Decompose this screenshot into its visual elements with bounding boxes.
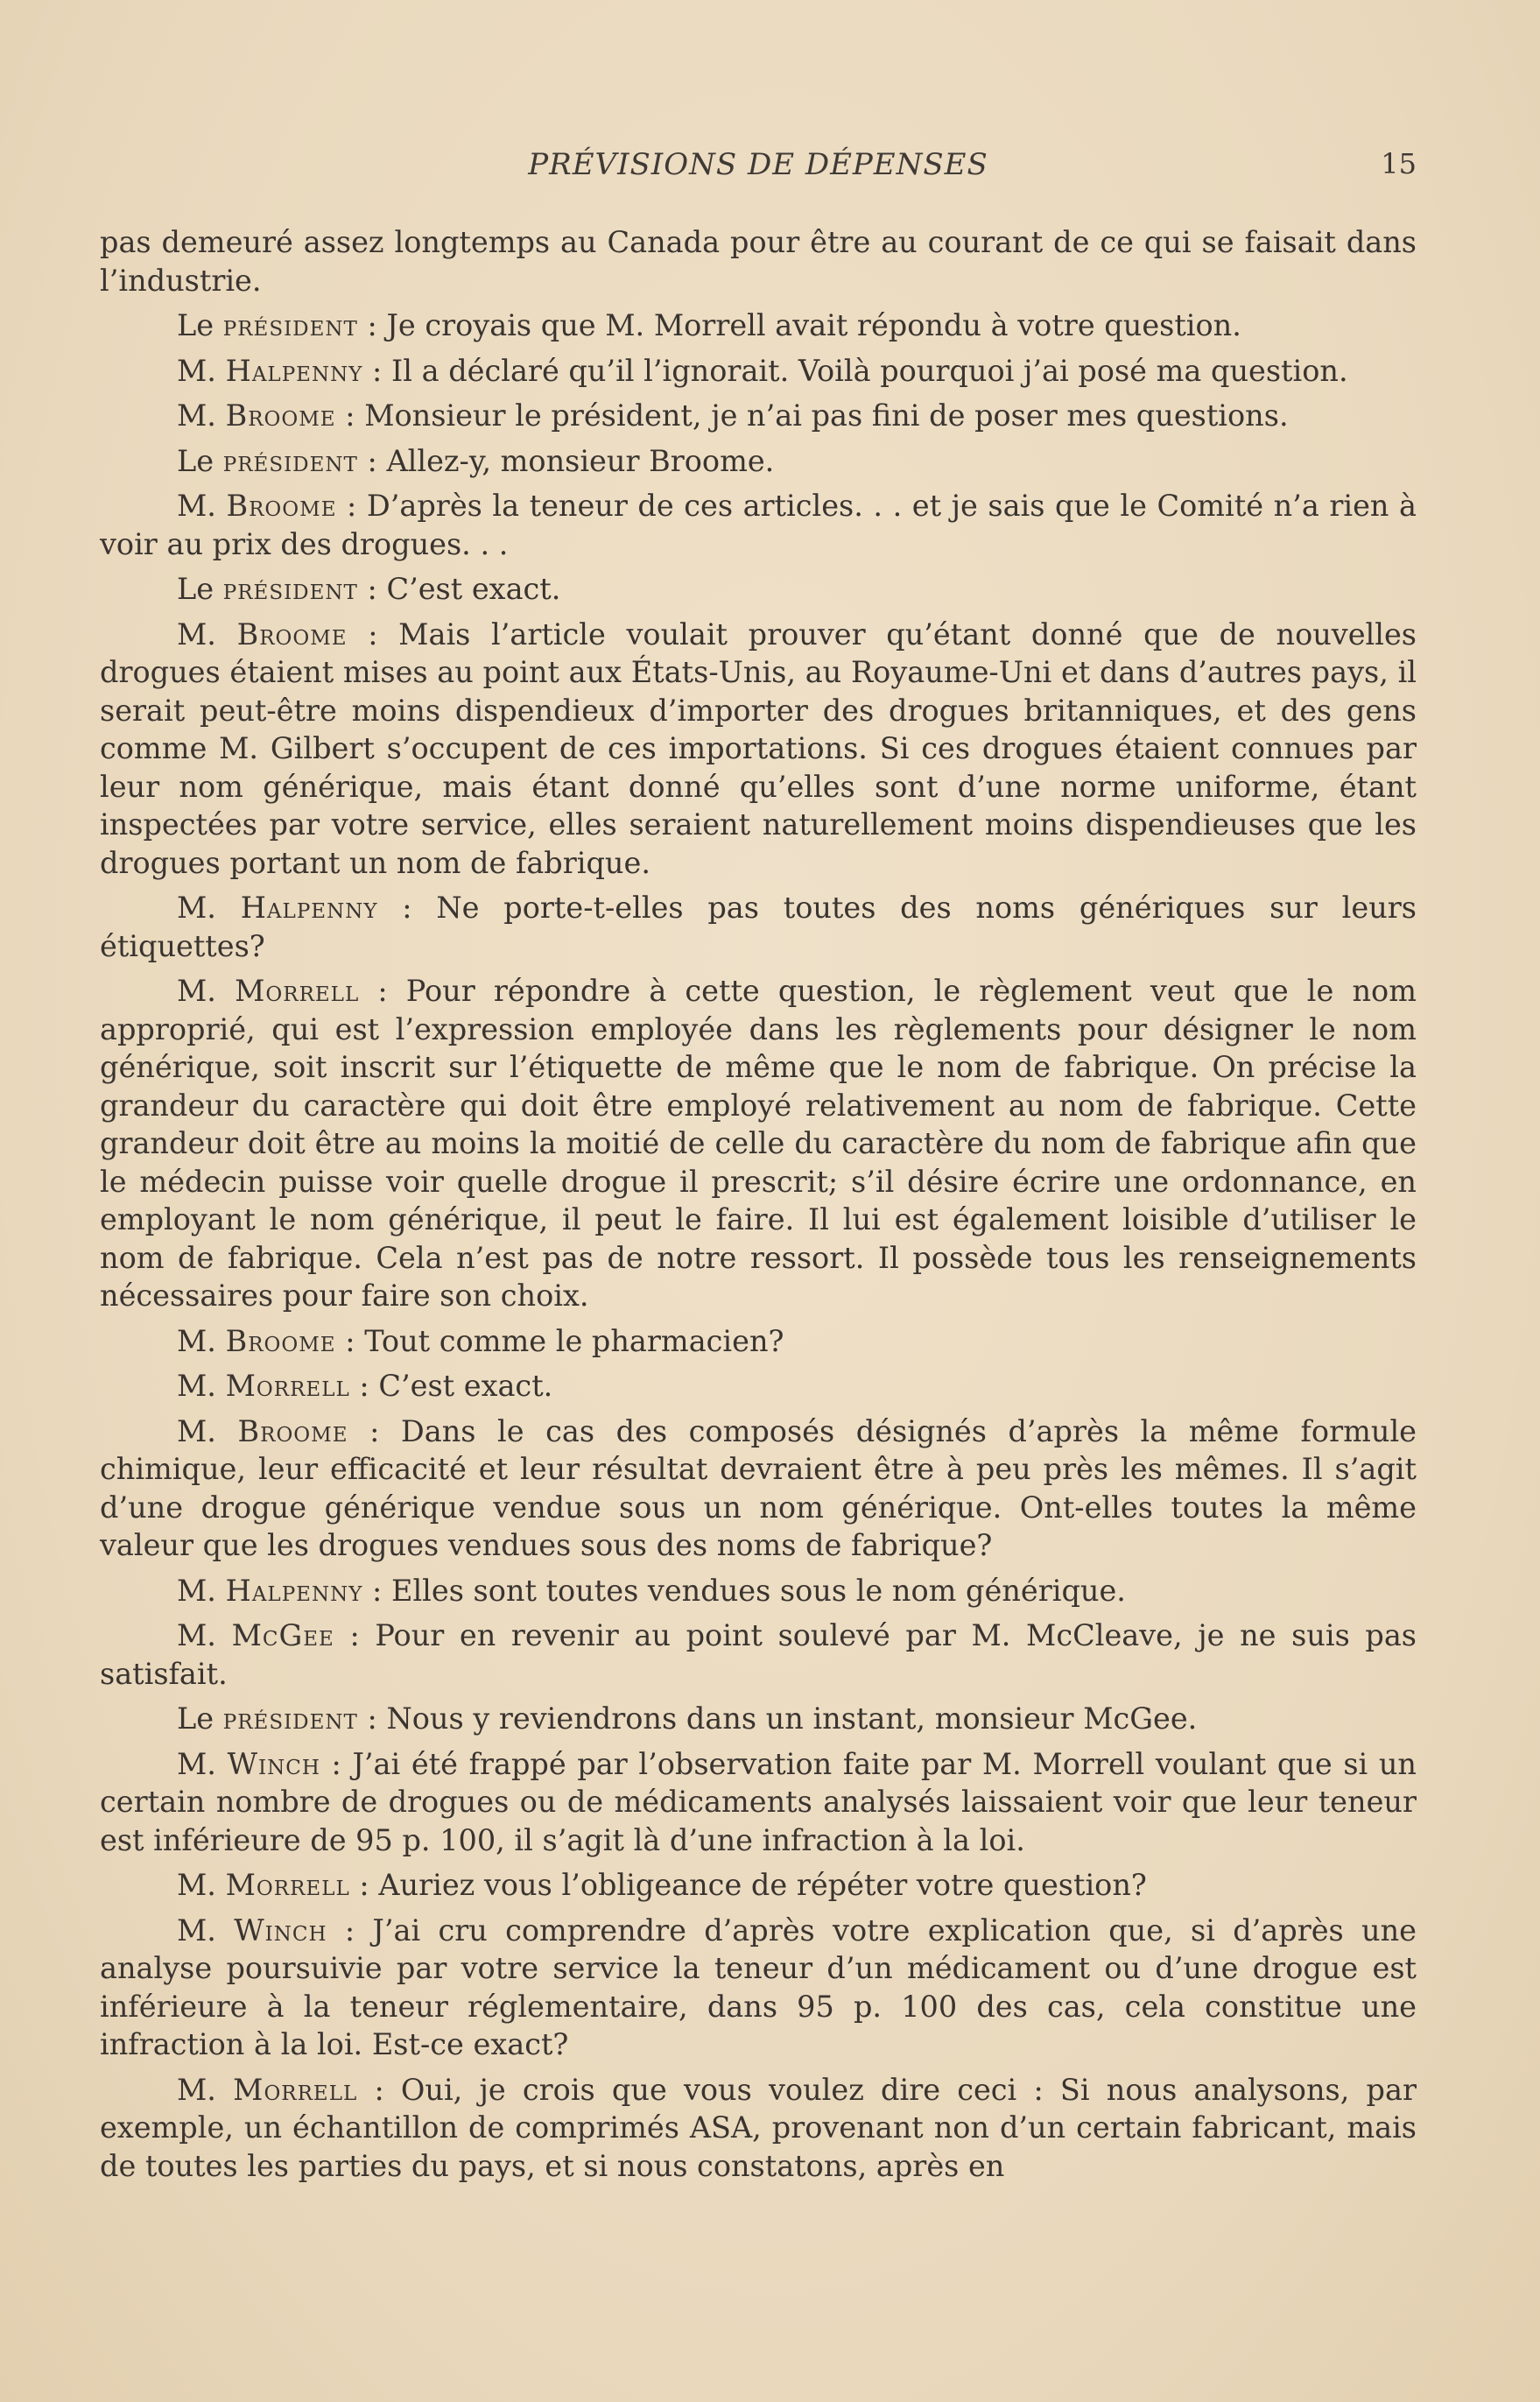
paragraph: [100, 1412, 1417, 1565]
speaker-prefix: M.: [177, 2072, 216, 2107]
speaker-prefix: M.: [177, 891, 216, 925]
paragraph: [100, 889, 1417, 965]
speaker-prefix: M.: [177, 353, 216, 388]
paragraph-text: : Pour répondre à cette question, le règlement veut que le nom approprié, qui est l’expression employée dans les règlements pour désigner le nom générique, soit inscrit sur l’étiquette de même que le nom de fabrique. On précise la grandeur du caractère qui doit être employé relativement au nom de fabrique. Cette grandeur doit être au moins la moitié de celle du caractère du nom de fabrique afin que le médecin puisse voir quelle drogue il prescrit; s’il désire écrire une ordonnance, en employant le nom générique, il peut le faire. Il lui est également loisible d’utiliser le nom de fabrique. Cela n’est pas de notre ressort. Il possède tous les renseignements nécessaires pour faire son choix.: [100, 974, 1417, 1313]
paragraph: [100, 442, 1417, 481]
running-title: PRÉVISIONS DE DÉPENSES: [528, 147, 988, 182]
paragraph-text: pas demeuré assez longtemps au Canada pour être au courant de ce qui se faisait dans l’industrie.: [100, 225, 1417, 298]
paragraph-text: : C’est exact.: [357, 572, 561, 606]
paragraph: [100, 2071, 1417, 2186]
speaker-name: président: [222, 443, 358, 478]
speaker-name: Winch: [234, 1912, 327, 1948]
paragraph: [100, 1367, 1417, 1405]
paragraph: [100, 1745, 1417, 1860]
speaker-name: Morrell: [235, 974, 360, 1008]
speaker-prefix: M.: [177, 1868, 216, 1902]
paragraph-text: : Je croyais que M. Morrell avait répondu à votre question.: [357, 308, 1241, 342]
speaker-prefix: Le: [177, 443, 214, 478]
speaker-name: Morrell: [225, 1369, 350, 1403]
speaker-name: Halpenny: [240, 891, 378, 925]
speaker-prefix: M.: [177, 1573, 216, 1608]
paragraph: [100, 1322, 1417, 1361]
paragraph-text: : Ne porte-t-elles pas toutes des noms génériques sur leurs étiquettes?: [100, 891, 1417, 963]
body-text: [100, 223, 1417, 2192]
paragraph-text: : Nous y reviendrons dans un instant, monsieur McGee.: [357, 1701, 1198, 1736]
paragraph: [100, 972, 1417, 1315]
paragraph-text: : Auriez vous l’obligeance de répéter votre question?: [349, 1868, 1147, 1902]
paragraph: [100, 1912, 1417, 2064]
speaker-prefix: M.: [177, 1369, 216, 1403]
speaker-name: Broome: [237, 1413, 348, 1448]
speaker-prefix: M.: [177, 1746, 216, 1781]
speaker-name: Halpenny: [225, 353, 363, 388]
speaker-prefix: M.: [177, 489, 216, 523]
speaker-name: président: [222, 1701, 358, 1736]
speaker-prefix: M.: [177, 398, 216, 433]
speaker-name: Broome: [225, 398, 336, 433]
speaker-name: président: [222, 308, 358, 342]
paragraph: [100, 1617, 1417, 1693]
speaker-name: président: [222, 572, 358, 606]
speaker-name: Broome: [236, 616, 348, 652]
paragraph: [100, 487, 1417, 563]
speaker-prefix: M.: [177, 1912, 216, 1948]
speaker-prefix: M.: [177, 1618, 216, 1652]
speaker-prefix: M.: [177, 616, 216, 652]
paragraph-text: : Il a déclaré qu’il l’ignorait. Voilà pourquoi j’ai posé ma question.: [362, 353, 1348, 388]
paragraph-text: : Elles sont toutes vendues sous le nom générique.: [362, 1573, 1126, 1608]
paragraph: [100, 616, 1417, 883]
paragraph: [100, 570, 1417, 609]
paragraph-text: : C’est exact.: [349, 1369, 553, 1403]
speaker-prefix: M.: [177, 1323, 216, 1358]
speaker-name: Broome: [226, 489, 337, 523]
speaker-name: Halpenny: [225, 1573, 363, 1608]
paragraph-text: : Dans le cas des composés désignés d’après la même formule chimique, leur efficacité et leur résultat devraient être à peu près les mêmes. Il s’agit d’une drogue générique vendue sous un nom générique. Ont-elles toutes la même valeur que les drogues vendues sous des noms de fabrique?: [100, 1413, 1417, 1562]
paragraph-text: : Tout comme le pharmacien?: [335, 1323, 784, 1358]
paragraph: [100, 306, 1417, 345]
paragraph-text: : Allez-y, monsieur Broome.: [357, 443, 775, 478]
speaker-name: Broome: [225, 1323, 336, 1358]
paragraph: [100, 223, 1417, 299]
speaker-name: Morrell: [233, 2072, 358, 2107]
paragraph-text: : Pour en revenir au point soulevé par M. McCleave, je ne suis pas satisfait.: [100, 1618, 1417, 1691]
paragraph-text: : J’ai été frappé par l’observation faite par M. Morrell voulant que si un certain nombre de drogues ou de médicaments analysés laissaient voir que leur teneur est inférieure de 95 p. 100, il s’agit là d’une infraction à la loi.: [100, 1746, 1417, 1857]
speaker-prefix: Le: [177, 1701, 214, 1736]
paragraph-text: : J’ai cru comprendre d’après votre explication que, si d’après une analyse poursuivie par votre service la teneur d’un médicament ou d’une drogue est inférieure à la teneur réglementaire, dans 95 p. 100 des cas, cela constitue une infraction à la loi. Est-ce exact?: [100, 1912, 1417, 2061]
speaker-prefix: M.: [177, 1413, 216, 1448]
paragraph-text: : D’après la teneur de ces articles. . . et je sais que le Comité n’a rien à voir au prix des drogues. . .: [100, 489, 1417, 561]
paragraph: [100, 1866, 1417, 1905]
page-header: [100, 147, 1417, 191]
speaker-name: Winch: [227, 1746, 320, 1781]
speaker-prefix: M.: [177, 974, 216, 1008]
speaker-prefix: Le: [177, 572, 214, 606]
paragraph: [100, 1700, 1417, 1738]
speaker-prefix: Le: [177, 308, 214, 342]
speaker-name: Morrell: [225, 1868, 350, 1902]
paragraph-text: : Oui, je crois que vous voulez dire ceci : Si nous analysons, par exemple, un échantillon de comprimés ASA, provenant non d’un certain fabricant, mais de toutes les parties du pays, et si nous constatons, après en: [100, 2072, 1417, 2183]
paragraph-text: : Monsieur le président, je n’ai pas fini de poser mes questions.: [335, 398, 1289, 433]
paragraph: [100, 1572, 1417, 1610]
page-number: 15: [1381, 147, 1417, 180]
paragraph: [100, 397, 1417, 435]
paragraph: [100, 352, 1417, 391]
speaker-name: McGee: [231, 1618, 334, 1652]
paragraph-text: : Mais l’article voulait prouver qu’étant donné que de nouvelles drogues étaient mises au point aux États-Unis, au Royaume-Uni et dans d’autres pays, il serait peut-être moins dispendieux d’importer des drogues britanniques, et des gens comme M. Gilbert s’occupent de ces importations. Si ces drogues étaient connues par leur nom générique, mais étant donné qu’elles sont d’une norme uniforme, étant inspectées par votre service, elles seraient naturellement moins dispendieuses que les drogues portant un nom de fabrique.: [100, 616, 1417, 880]
